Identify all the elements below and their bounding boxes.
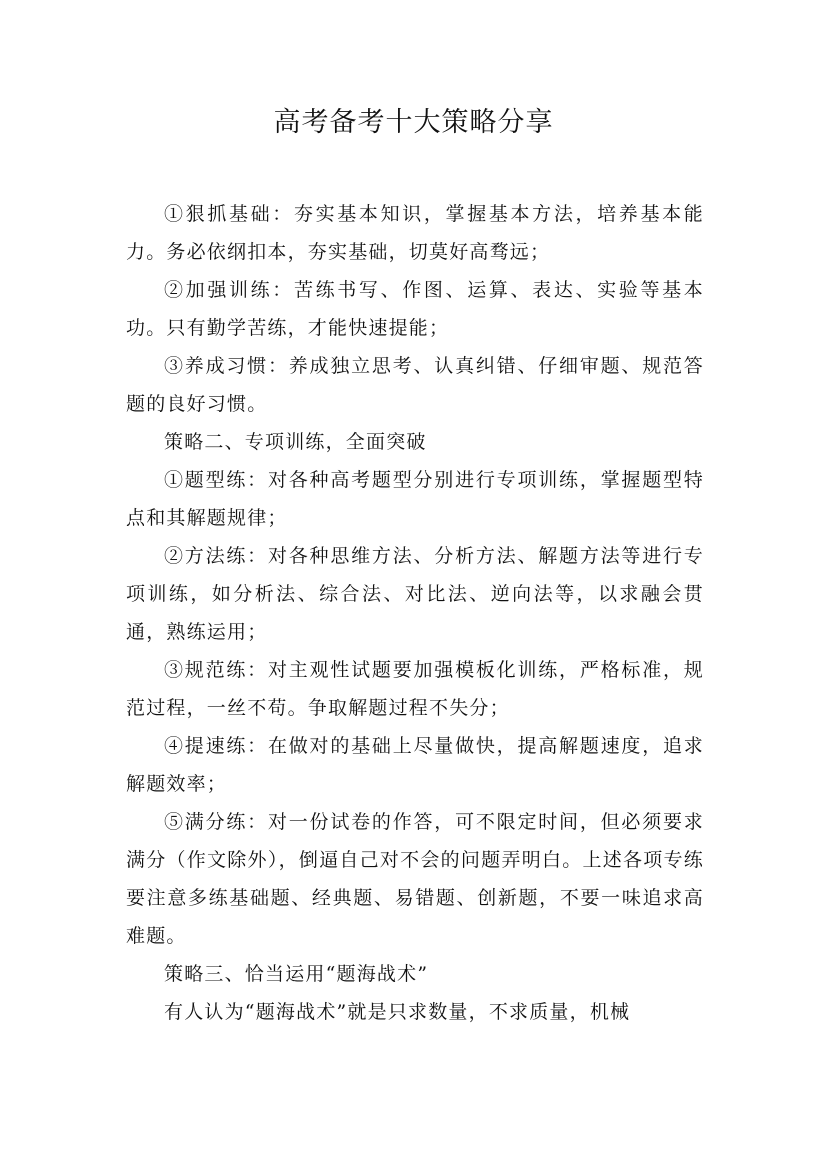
section-heading-strategy-3: 策略三、恰当运用“题海战术” (164, 963, 429, 985)
document-title: 高考备考十大策略分享 (273, 107, 554, 138)
paragraph-question-sea: 有人认为“题海战术”就是只求数量，不求质量，机械 (164, 1001, 631, 1023)
paragraph-speed-practice: ④提速练：在做对的基础上尽量做快，提高解题速度，追求解题效率； (126, 735, 704, 795)
paragraph-habits: ③养成习惯：养成独立思考、认真纠错、仔细审题、规范答题的良好习惯。 (126, 355, 704, 415)
section-heading-strategy-2: 策略二、专项训练，全面突破 (164, 431, 427, 453)
paragraph-method-practice: ②方法练：对各种思维方法、分析方法、解题方法等进行专项训练，如分析法、综合法、对比法、逆向法等，以求融会贯通，熟练运用； (126, 545, 704, 643)
paragraph-foundation: ①狠抓基础：夯实基本知识，掌握基本方法，培养基本能力。务必依纲扣本，夯实基础，切莫好高骛远； (126, 203, 704, 263)
paragraph-question-type-practice: ①题型练：对各种高考题型分别进行专项训练，掌握题型特点和其解题规律； (126, 469, 704, 529)
paragraph-training: ②加强训练：苦练书写、作图、运算、表达、实验等基本功。只有勤学苦练，才能快速提能； (126, 279, 704, 339)
paragraph-full-score-practice: ⑤满分练：对一份试卷的作答，可不限定时间，但必须要求满分（作文除外），倒逼自己对不会的问题弄明白。上述各项专练要注意多练基础题、经典题、易错题、创新题，不要一味追求高难题。 (126, 811, 704, 947)
paragraph-standard-practice: ③规范练：对主观性试题要加强模板化训练，严格标准，规范过程，一丝不苟。争取解题过程不失分； (126, 659, 704, 719)
document-body (126, 195, 704, 1031)
